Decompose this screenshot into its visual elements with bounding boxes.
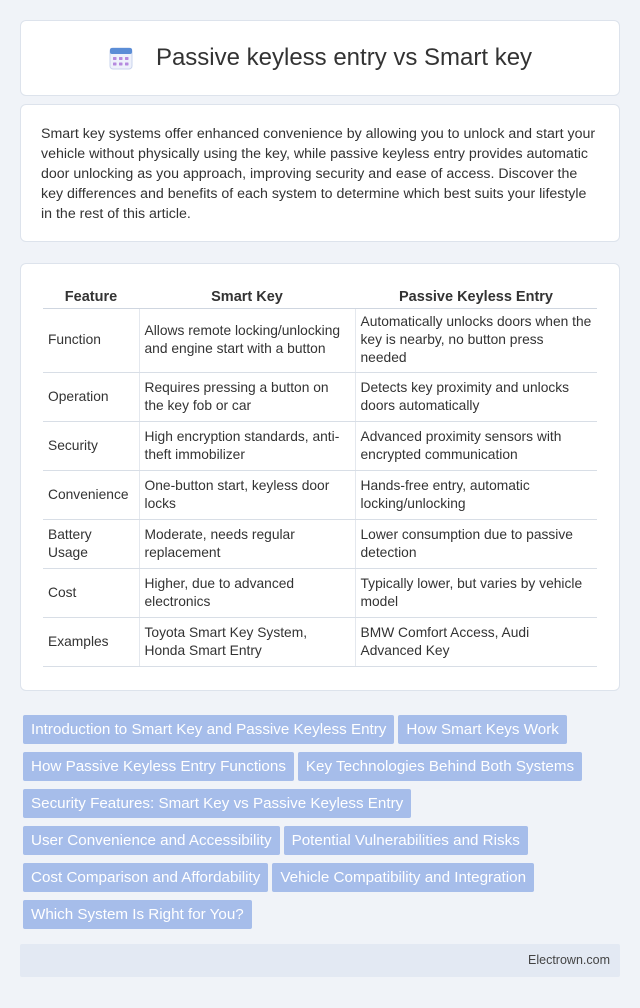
cell-passive-keyless: Advanced proximity sensors with encrypted communication	[355, 421, 597, 470]
table-row	[43, 308, 597, 372]
cell-feature: Cost	[43, 568, 139, 617]
tag-link[interactable]: Cost Comparison and Affordability	[23, 863, 268, 892]
cell-passive-keyless: Hands-free entry, automatic locking/unlocking	[355, 470, 597, 519]
table-row	[43, 519, 597, 568]
comparison-table-card	[20, 263, 620, 691]
cell-passive-keyless: Detects key proximity and unlocks doors automatically	[355, 372, 597, 421]
page-title: Passive keyless entry vs Smart key	[155, 44, 533, 71]
cell-feature: Examples	[43, 617, 139, 666]
comparison-table	[43, 284, 597, 667]
tag-link[interactable]: How Passive Keyless Entry Functions	[23, 752, 294, 781]
tag-link[interactable]: Potential Vulnerabilities and Risks	[284, 826, 528, 855]
footer	[20, 944, 620, 977]
table-row	[43, 421, 597, 470]
cell-feature: Operation	[43, 372, 139, 421]
topic-tags	[23, 715, 623, 937]
header-passive-keyless-entry: Passive Keyless Entry	[355, 284, 597, 308]
intro-card	[20, 104, 620, 242]
tag-link[interactable]: How Smart Keys Work	[398, 715, 566, 744]
cell-smart-key: High encryption standards, anti-theft immobilizer	[139, 421, 355, 470]
cell-passive-keyless: Automatically unlocks doors when the key is nearby, no button press needed	[355, 308, 597, 372]
cell-passive-keyless: BMW Comfort Access, Audi Advanced Key	[355, 617, 597, 666]
tag-link[interactable]: Which System Is Right for You?	[23, 900, 252, 929]
footer-site-name[interactable]: Electrown.com	[528, 953, 610, 967]
cell-smart-key: Requires pressing a button on the key fob or car	[139, 372, 355, 421]
tag-link[interactable]: Vehicle Compatibility and Integration	[272, 863, 534, 892]
cell-feature: Battery Usage	[43, 519, 139, 568]
table-row	[43, 470, 597, 519]
header-smart-key: Smart Key	[139, 284, 355, 308]
cell-smart-key: Moderate, needs regular replacement	[139, 519, 355, 568]
intro-text: Smart key systems offer enhanced convenience by allowing you to unlock and start your vehicle without physically using the key, while passive keyless entry provides automatic door unlocking as you approach, improving security and ease of access. Discover the key differences and benefits of each system to determine which best suits your lifestyle in the rest of this article.	[41, 126, 596, 222]
cell-passive-keyless: Lower consumption due to passive detection	[355, 519, 597, 568]
table-row	[43, 617, 597, 666]
tag-link[interactable]: Key Technologies Behind Both Systems	[298, 752, 582, 781]
cell-smart-key: One-button start, keyless door locks	[139, 470, 355, 519]
calendar-icon	[108, 45, 134, 71]
tag-link[interactable]: Security Features: Smart Key vs Passive Keyless Entry	[23, 789, 411, 818]
header-feature: Feature	[43, 284, 139, 308]
cell-passive-keyless: Typically lower, but varies by vehicle model	[355, 568, 597, 617]
cell-smart-key: Toyota Smart Key System, Honda Smart Entry	[139, 617, 355, 666]
cell-feature: Convenience	[43, 470, 139, 519]
cell-smart-key: Allows remote locking/unlocking and engine start with a button	[139, 308, 355, 372]
table-row	[43, 568, 597, 617]
title-card	[20, 20, 620, 96]
table-row	[43, 372, 597, 421]
cell-feature: Function	[43, 308, 139, 372]
cell-smart-key: Higher, due to advanced electronics	[139, 568, 355, 617]
tag-link[interactable]: Introduction to Smart Key and Passive Keyless Entry	[23, 715, 394, 744]
cell-feature: Security	[43, 421, 139, 470]
tag-link[interactable]: User Convenience and Accessibility	[23, 826, 280, 855]
table-header-row	[43, 284, 597, 308]
